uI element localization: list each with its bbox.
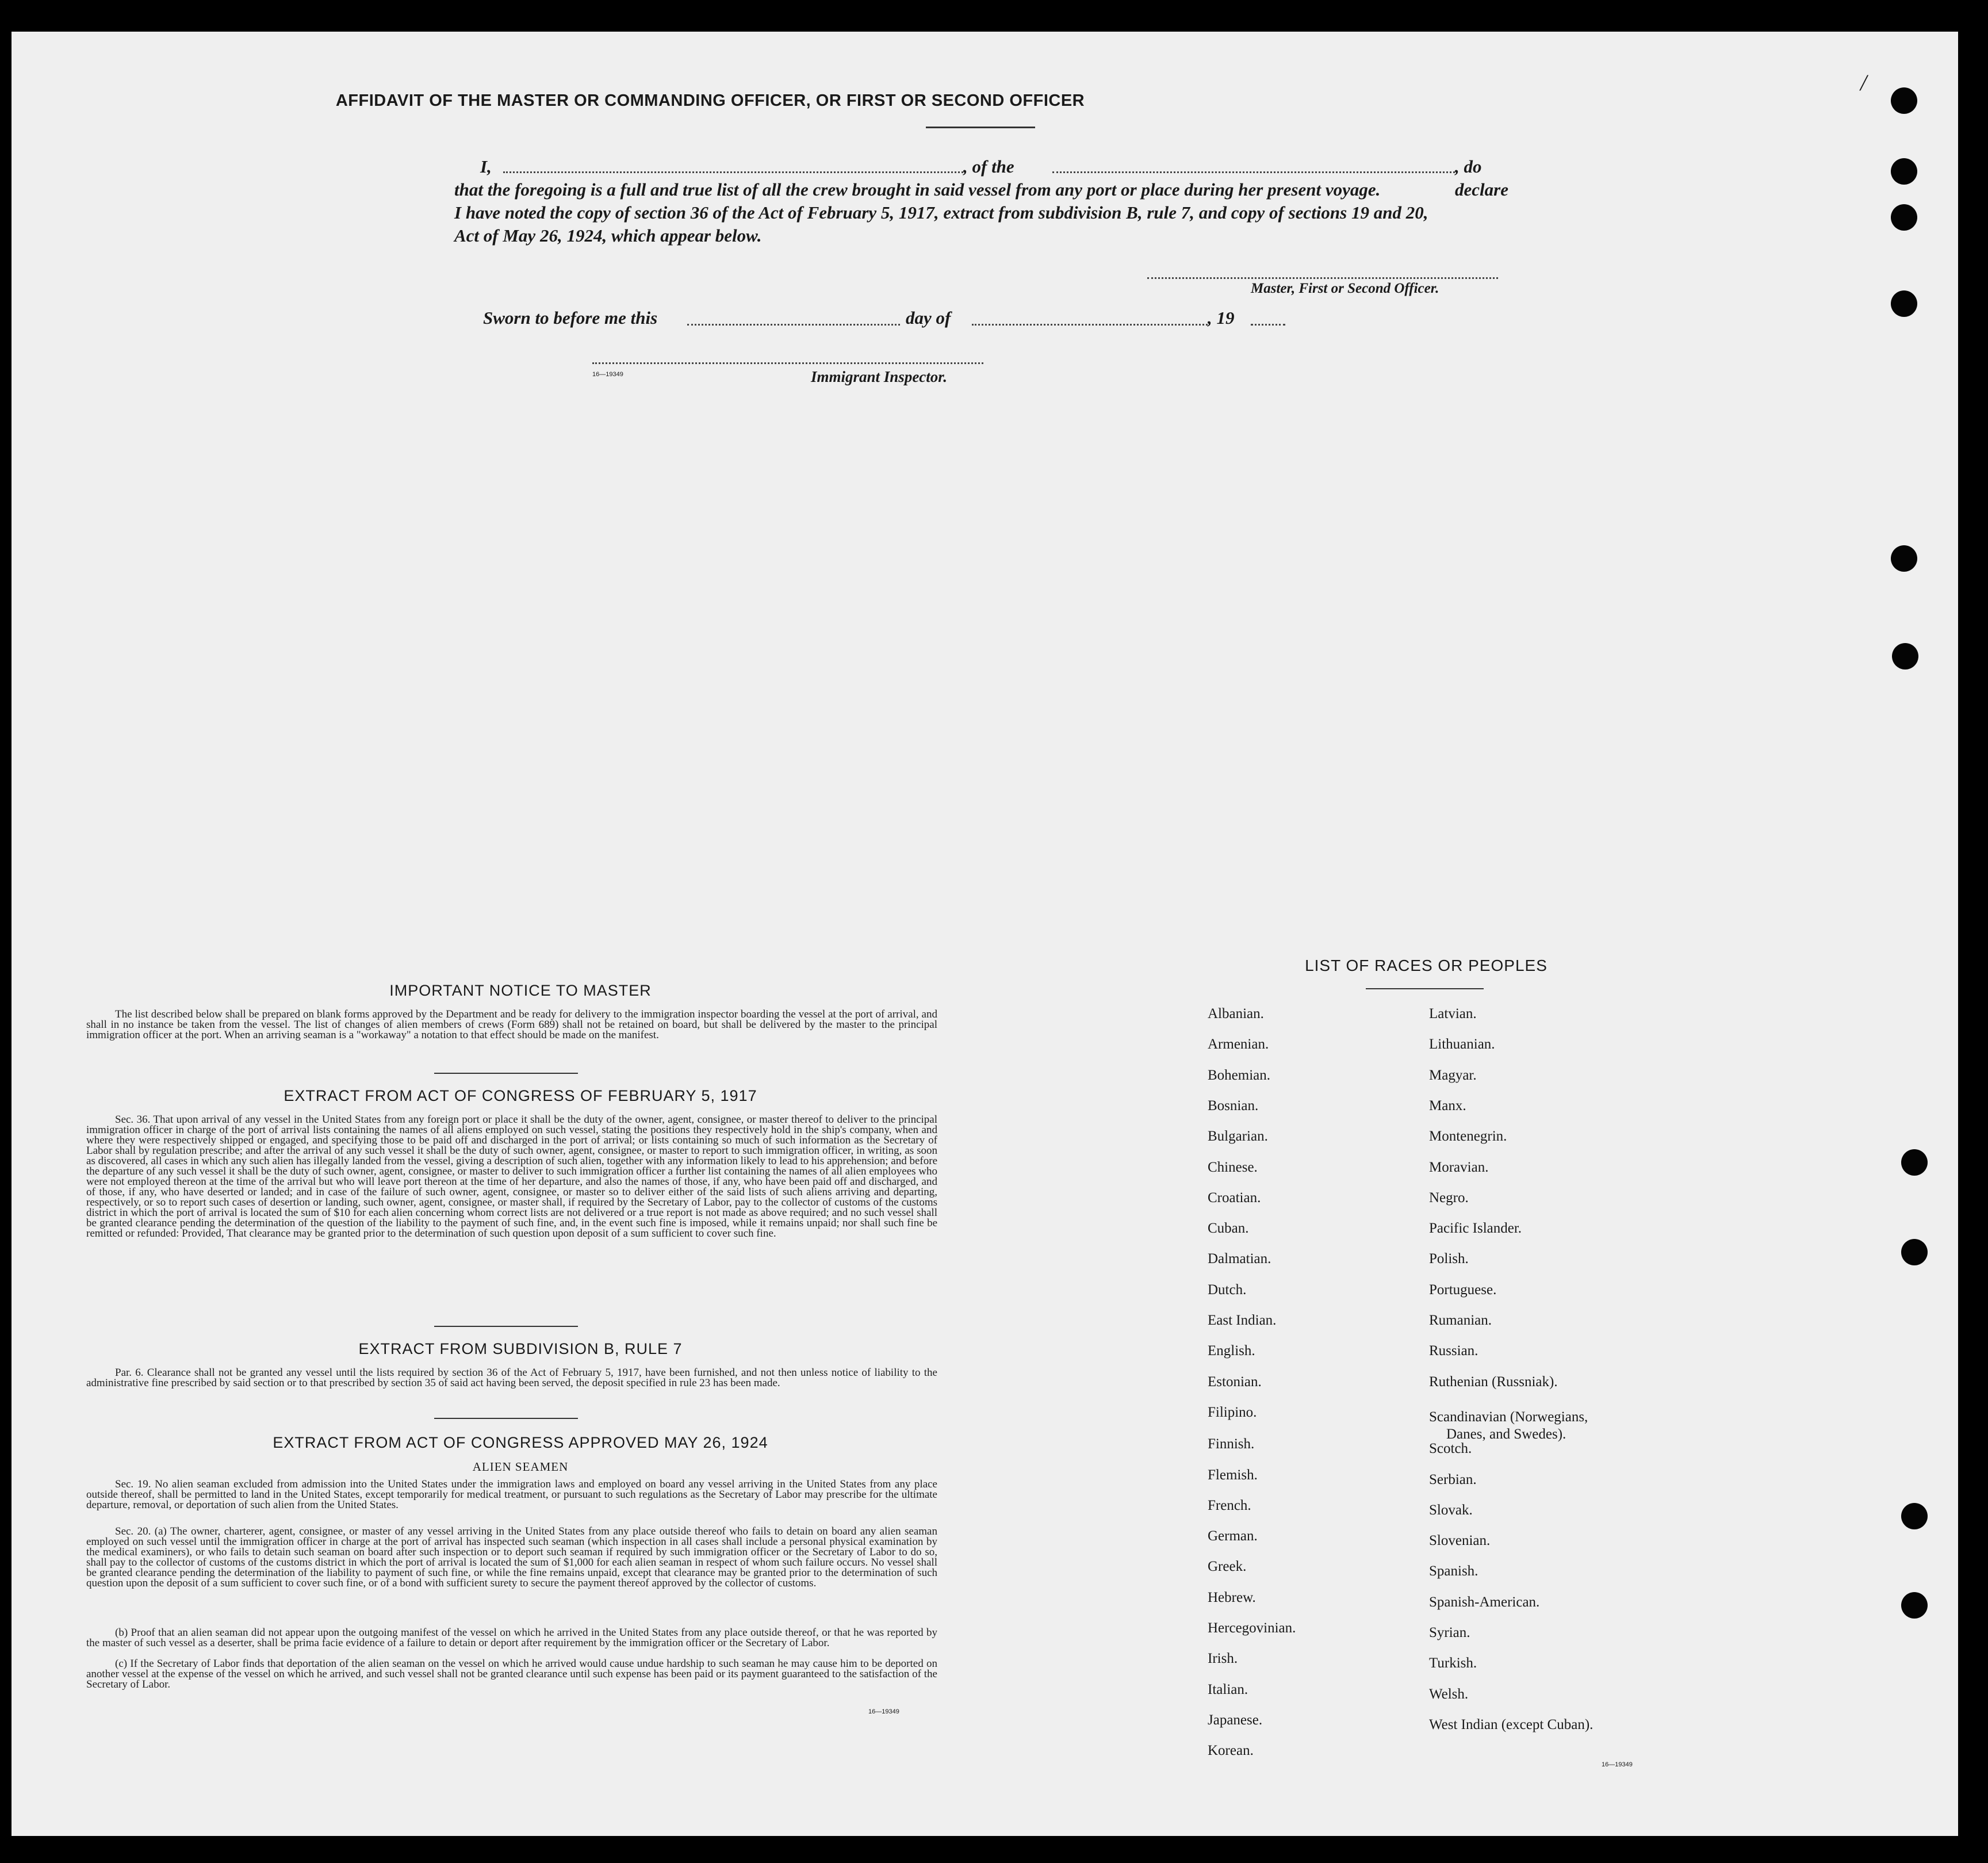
race-item: Hercegovinian. bbox=[1208, 1620, 1296, 1636]
race-item: Montenegrin. bbox=[1429, 1128, 1507, 1145]
declaration-of: , of the bbox=[963, 156, 1014, 177]
race-item: Flemish. bbox=[1208, 1467, 1258, 1483]
race-item: English. bbox=[1208, 1343, 1255, 1359]
extract-1924-title: EXTRACT FROM ACT OF CONGRESS APPROVED MAY 26, 1924 bbox=[273, 1434, 768, 1451]
race-item: Albanian. bbox=[1208, 1006, 1264, 1022]
race-item: West Indian (except Cuban). bbox=[1429, 1716, 1594, 1732]
race-item: Manx. bbox=[1429, 1097, 1466, 1114]
alien-seamen-subtitle: ALIEN SEAMEN bbox=[472, 1460, 569, 1474]
race-item: Finnish. bbox=[1208, 1436, 1255, 1452]
race-item: Portuguese. bbox=[1429, 1281, 1497, 1298]
sworn-year-blank[interactable] bbox=[1251, 324, 1285, 326]
subdivision-b-title: EXTRACT FROM SUBDIVISION B, RULE 7 bbox=[358, 1340, 683, 1357]
form-page bbox=[12, 32, 1958, 1836]
races-title: LIST OF RACES OR PEOPLES bbox=[1305, 957, 1548, 974]
race-item: Bohemian. bbox=[1208, 1067, 1271, 1083]
sworn-month-blank[interactable] bbox=[972, 324, 1208, 326]
race-item: French. bbox=[1208, 1497, 1251, 1513]
race-item: Cuban. bbox=[1208, 1221, 1249, 1237]
race-item: Japanese. bbox=[1208, 1712, 1263, 1728]
master-signature-caption: Master, First or Second Officer. bbox=[1251, 281, 1439, 296]
divider-2 bbox=[434, 1326, 578, 1327]
extract-1917-title: EXTRACT FROM ACT OF CONGRESS OF FEBRUARY 5, 1917 bbox=[284, 1087, 757, 1104]
race-item: Polish. bbox=[1429, 1251, 1469, 1267]
races-form-number: 16—19349 bbox=[1602, 1761, 1633, 1768]
race-item: Chinese. bbox=[1208, 1159, 1258, 1175]
declaration-i: I, bbox=[480, 156, 492, 177]
races-underline bbox=[1366, 988, 1484, 989]
punch-hole bbox=[1891, 290, 1917, 317]
affidavit-title: AFFIDAVIT OF THE MASTER OR COMMANDING OFFICER, OR FIRST OR SECOND OFFICER bbox=[335, 91, 1085, 110]
race-item: Scotch. bbox=[1429, 1441, 1472, 1457]
race-item: Bosnian. bbox=[1208, 1097, 1259, 1114]
race-item: Italian. bbox=[1208, 1681, 1248, 1697]
sworn-day-blank[interactable] bbox=[687, 324, 900, 326]
sworn-prefix: Sworn to before me this bbox=[483, 308, 658, 328]
race-item: Korean. bbox=[1208, 1743, 1254, 1759]
punch-hole bbox=[1891, 204, 1917, 231]
race-item: Serbian. bbox=[1429, 1471, 1477, 1487]
sworn-day-label: day of bbox=[906, 308, 951, 328]
punch-hole bbox=[1901, 1149, 1928, 1176]
race-item: Latvian. bbox=[1429, 1006, 1477, 1022]
declaration-declare: , do declare bbox=[1455, 156, 1508, 200]
sworn-year-label: , 19 bbox=[1208, 308, 1235, 328]
race-item: Russian. bbox=[1429, 1343, 1478, 1359]
corner-mark: / bbox=[1860, 70, 1867, 95]
race-item: Pacific Islander. bbox=[1429, 1221, 1522, 1237]
notice-body: The list described below shall be prepared on blank forms approved by the Department and be ready for delivery to the immigration inspector boarding the vessel at the port of arrival, and shall in no instance be taken from the vessel. The list of changes of alien members of crews (Form 689) shall not be retained on board, but shall be delivered by the master to the principal immigration officer at the port. When an arriving seaman is a "workaway" a notation to that effect should be made on the manifest. bbox=[86, 1008, 937, 1041]
declaration-line-2: that the foregoing is a full and true list of all the crew brought in said vessel from any port or place during her present voyage. bbox=[454, 179, 1381, 200]
race-item: Rumanian. bbox=[1429, 1313, 1492, 1328]
punch-hole bbox=[1901, 1592, 1928, 1619]
race-item: Negro. bbox=[1429, 1189, 1469, 1206]
sec19-body: Sec. 19. No alien seaman excluded from admission into the United States under the immigration laws and employed on board any vessel arriving in the United States from any place outside thereof, shall be permitted to land in the United States, except temporarily for medical treatment, or pursuant to such regulations as the Secretary of Labor may prescribe for the ultimate departure, removal, or deportation of such alien from the United States. bbox=[86, 1478, 937, 1511]
race-item: Spanish-American. bbox=[1429, 1594, 1540, 1610]
extract-1917-body: Sec. 36. That upon arrival of any vessel in the United States from any foreign port or place it shall be the duty of the owner, agent, consignee, or master thereof to deliver to the principal immigration officer in charge of the port of arrival lists containing the names of all aliens employed on such vessel, stating the positions they respectively hold in the ship's company, when and where they were respectively shipped or engaged, and specifying those to be paid off and discharged in the port of arrival; or lists containing so much of such information as the Secretary of Labor shall by regulation prescribe; and after the arrival of any such vessel it shall be the duty of such owner, agent, consignee, or master to report to such immigration officer, in writing, as soon as discovered, all cases in which any such alien has illegally landed from the vessel, giving a description of such alien, together with any information likely to lead to his apprehension; and before the departure of any such vessel it shall be the duty of such owner, agent, consignee, or master to deliver to such immigration officer a further list containing the names of all alien employees who were not employed thereon at the time of the arrival but who will leave port thereon at the time of her departure, and also the names of those, if any, who have been paid off and discharged, and of those, if any, who have deserted or landed; and in case of the failure of such owner, agent, consignee, or master so to deliver either of the said lists of such aliens arriving and departing, respectively, or so to report such cases of desertion or landing, such owner, agent, consignee, or master shall, if required by the Secretary of Labor, pay to the collector of customs of the customs district in which the port of arrival is located the sum of $10 for each alien concerning whom correct lists are not delivered or a true report is not made as above required; and no such vessel shall be granted clearance pending the determination of the question of the liability to the payment of such fine, and, in the event such fine is imposed, while it remains unpaid; nor shall such fine be remitted or refunded: Provided, That clearance may be granted prior to the determination of such question upon deposit of a sum sufficient to cover such fine. bbox=[86, 1114, 937, 1240]
race-item: Moravian. bbox=[1429, 1159, 1489, 1175]
punch-hole bbox=[1901, 1503, 1928, 1529]
race-item: Syrian. bbox=[1429, 1625, 1470, 1640]
master-signature-blank[interactable] bbox=[1147, 277, 1498, 279]
race-item: Ruthenian (Russniak). bbox=[1429, 1374, 1558, 1390]
race-item: Dutch. bbox=[1208, 1281, 1247, 1298]
race-item: Estonian. bbox=[1208, 1374, 1262, 1390]
declaration-line-4: Act of May 26, 1924, which appear below. bbox=[454, 225, 762, 246]
punch-hole bbox=[1901, 1239, 1928, 1265]
notice-title: IMPORTANT NOTICE TO MASTER bbox=[389, 982, 652, 999]
punch-hole bbox=[1891, 158, 1917, 185]
punch-hole bbox=[1891, 87, 1917, 114]
sec20b-body: (b) Proof that an alien seaman did not appear upon the outgoing manifest of the vessel on which he arrived in the United States from any place outside thereof, or that he was reported by the master of such vessel as a deserter, shall be prima facie evidence of a failure to detain or deport after requirement by the immigration officer or the Secretary of Labor. bbox=[86, 1627, 937, 1649]
race-item: Filipino. bbox=[1208, 1404, 1257, 1420]
race-item: Slovenian. bbox=[1429, 1533, 1491, 1549]
sec20a-body: Sec. 20. (a) The owner, charterer, agent, consignee, or master of any vessel arriving in the United States from any place outside thereof who fails to detain on board any alien seaman employed on such vessel until the immigration officer in charge at the port of arrival has inspected such seaman (which inspection in all cases shall include a personal physical examination by the medical examiners), or who fails to detain such seaman on board after such inspection or to deport such seaman if required by such immigration officer or the Secretary of Labor to do so, shall pay to the collector of customs of the customs district in which the port of arrival is located the sum of $1,000 for each alien seaman in respect of whom such failure occurs. No vessel shall be granted clearance pending the determination of the liability to payment of such fine, or while the fine remains unpaid, except that clearance may be granted prior to the determination of such question upon the deposit of a sum sufficient to cover such fine, or of a bond with sufficient surety to secure the payment thereof approved by the collector of customs. bbox=[86, 1525, 937, 1589]
race-item: Danes, and Swedes). bbox=[1446, 1426, 1566, 1442]
race-item: Slovak. bbox=[1429, 1502, 1473, 1518]
punch-hole bbox=[1892, 643, 1918, 670]
extract-form-number: 16—19349 bbox=[868, 1708, 899, 1715]
name-blank[interactable] bbox=[503, 171, 963, 173]
race-item: Croatian. bbox=[1208, 1189, 1261, 1206]
race-item: Irish. bbox=[1208, 1651, 1238, 1667]
divider-1 bbox=[434, 1073, 578, 1074]
race-item: Lithuanian. bbox=[1429, 1036, 1495, 1053]
vessel-blank[interactable] bbox=[1052, 171, 1455, 173]
inspector-caption: Immigrant Inspector. bbox=[811, 368, 948, 385]
race-item: Bulgarian. bbox=[1208, 1128, 1268, 1145]
race-item: Turkish. bbox=[1429, 1655, 1477, 1671]
punch-hole bbox=[1891, 545, 1917, 572]
subdivision-b-body: Par. 6. Clearance shall not be granted any vessel until the lists required by section 36 of the Act of February 5, 1917, have been furnished, and not then unless notice of liability to the administrative fine prescribed by said section or to that prescribed by section 35 of said act having been served, the deposit specified in rule 23 has been made. bbox=[86, 1367, 937, 1389]
race-item: Magyar. bbox=[1429, 1067, 1477, 1083]
title-underline bbox=[926, 127, 1035, 128]
divider-3 bbox=[434, 1418, 578, 1419]
declaration-line-3: I have noted the copy of section 36 of the Act of February 5, 1917, extract from subdivision B, rule 7, and copy of sections 19 and 20, bbox=[454, 202, 1428, 223]
race-item: Greek. bbox=[1208, 1559, 1247, 1575]
race-item: German. bbox=[1208, 1528, 1258, 1544]
affidavit-form-number: 16—19349 bbox=[592, 371, 623, 378]
race-item: Spanish. bbox=[1429, 1563, 1478, 1579]
race-item: East Indian. bbox=[1208, 1313, 1277, 1328]
race-item: Hebrew. bbox=[1208, 1589, 1256, 1605]
race-item: Welsh. bbox=[1429, 1686, 1469, 1702]
sworn-line bbox=[483, 308, 1288, 331]
race-item: Armenian. bbox=[1208, 1036, 1269, 1053]
race-item: Dalmatian. bbox=[1208, 1251, 1271, 1267]
sec20c-body: (c) If the Secretary of Labor finds that deportation of the alien seaman on the vessel on which he arrived would cause undue hardship to such seaman he may cause him to be deported on another vessel at the expense of the vessel on which he arrived, and such vessel shall not be granted clearance until such expense has been paid or its payment guaranteed to the satisfaction of the Secretary of Labor. bbox=[86, 1658, 937, 1690]
race-item: Scandinavian (Norwegians, bbox=[1429, 1409, 1588, 1425]
inspector-signature-blank[interactable] bbox=[592, 362, 983, 364]
